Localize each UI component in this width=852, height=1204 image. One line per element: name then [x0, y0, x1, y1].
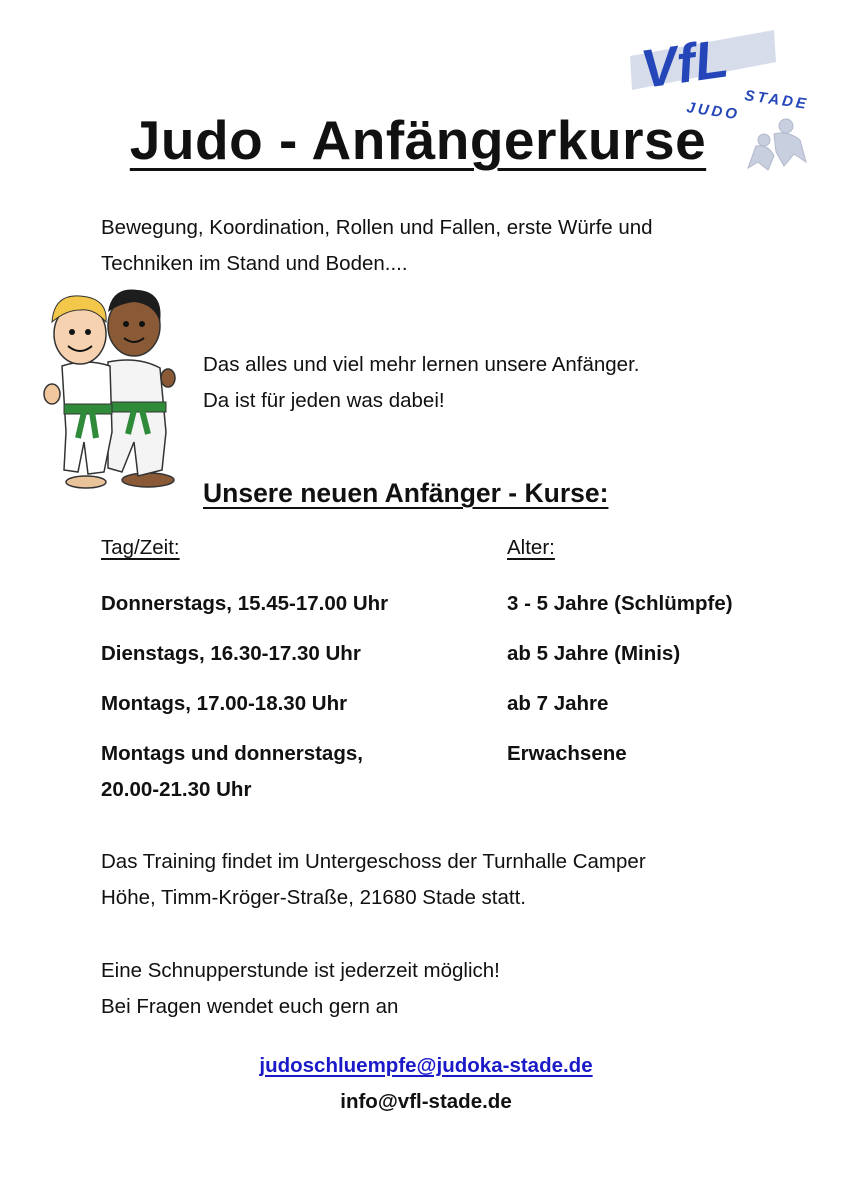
- logo-brand: VfL: [637, 28, 732, 100]
- location-line: Höhe, Timm-Kröger-Straße, 21680 Stade statt.: [101, 886, 526, 909]
- schedule-age: ab 5 Jahre (Minis): [507, 642, 681, 665]
- column-header-age: Alter:: [507, 536, 555, 559]
- schedule-time: Dienstags, 16.30-17.30 Uhr: [101, 642, 361, 665]
- intro-line: Bewegung, Koordination, Rollen und Fallen, erste Würfe und: [101, 216, 653, 239]
- schedule-row: [101, 736, 801, 808]
- trial-line: Bei Fragen wendet euch gern an: [101, 995, 399, 1018]
- intro-text: [101, 210, 781, 282]
- features-text: [203, 347, 763, 419]
- logo-sport: JUDO: [685, 99, 741, 124]
- schedule-row: [101, 686, 801, 722]
- features-line: Da ist für jeden was dabei!: [203, 389, 445, 412]
- trial-line: Eine Schnupperstunde ist jederzeit möglich!: [101, 959, 500, 982]
- schedule-time: Donnerstags, 15.45-17.00 Uhr: [101, 592, 389, 615]
- location-line: Das Training findet im Untergeschoss der Turnhalle Camper: [101, 850, 646, 873]
- schedule-age: Erwachsene: [507, 742, 627, 765]
- two-judo-kids-thumbs-up-icon: [38, 282, 186, 494]
- course-schedule: [101, 586, 801, 808]
- schedule-time-line: Montags und donnerstags,: [101, 742, 363, 765]
- features-line: Das alles und viel mehr lernen unsere Anfänger.: [203, 353, 640, 376]
- schedule-time-line: 20.00-21.30 Uhr: [101, 778, 252, 801]
- schedule-time: Montags, 17.00-18.30 Uhr: [101, 692, 348, 715]
- column-header-time: Tag/Zeit:: [101, 536, 180, 559]
- courses-heading: Unsere neuen Anfänger - Kurse:: [203, 478, 609, 508]
- email-info: info@vfl-stade.de: [340, 1090, 512, 1113]
- location-text: [101, 844, 801, 916]
- logo-city: STADE: [743, 87, 810, 113]
- email-link-schluempfe[interactable]: judoschluempfe@judoka-stade.de: [259, 1054, 593, 1077]
- intro-line: Techniken im Stand und Boden....: [101, 252, 408, 275]
- schedule-age: 3 - 5 Jahre (Schlümpfe): [507, 592, 733, 615]
- page-title: Judo - Anfängerkurse: [129, 109, 707, 171]
- schedule-row: [101, 586, 801, 622]
- schedule-time: [101, 736, 507, 808]
- contact-emails: [0, 1048, 852, 1120]
- trial-text: [101, 953, 801, 1025]
- schedule-age: ab 7 Jahre: [507, 692, 609, 715]
- schedule-row: [101, 636, 801, 672]
